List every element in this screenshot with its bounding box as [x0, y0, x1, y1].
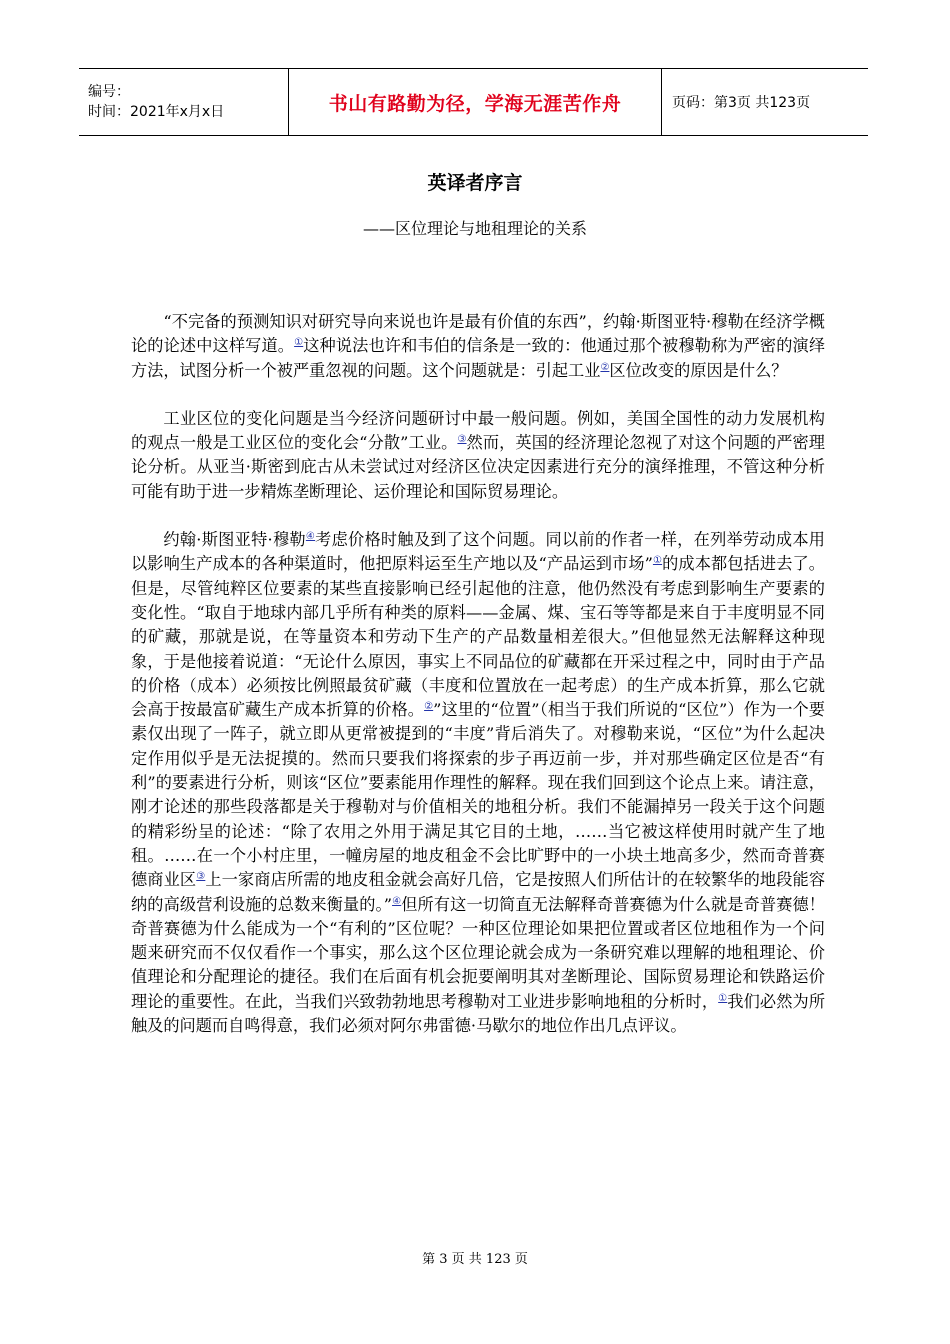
footnote-ref[interactable]: ①	[652, 555, 663, 567]
paragraph-2	[131, 407, 825, 504]
document-number-label: 编号：	[88, 84, 130, 100]
document-title: 英译者序言	[427, 172, 523, 194]
footnote-ref[interactable]: ③	[457, 434, 467, 446]
footnote-ref[interactable]: ②	[600, 361, 610, 373]
document-body	[131, 310, 825, 1038]
paragraph-1	[131, 310, 825, 383]
paragraph-text: ”这里的“位置”（相当于我们所说的“区位”）作为一个要素仅出现了一阵子，就立即从更常被提到的“丰度”背后消失了。对穆勒来说，“区位”为什么起决定作用似乎是无法捉摸的。然而只要我们将探索的步子再迈前一步，并对那些确定区位是否“有利”的要素进行分析，则该“区位”要素能用作理性的解释。现在我们回到这个论点上来。请注意，刚才论述的那些段落都是关于穆勒对与价值相关的地租分析。我们不能漏掉另一段关于这个问题的精彩纷呈的论述：“除了农用之外用于满足其它目的土地，……当它被这样使用时就产生了地租。……在一个小村庄里，一幢房屋的地皮租金不会比旷野中的一小块土地高多少，然而奇普赛德商业区	[131, 700, 825, 890]
paragraph-text: 考虑价格时触及到了这个问题。同以前的作者一样，在列举劳动成本用以影响生产成本的各种渠道时，他把原料运至生产地以及“产品运到市场”	[131, 530, 825, 574]
footnote-ref[interactable]: ①	[294, 337, 304, 349]
document-subtitle: ——区位理论与地租理论的关系	[362, 219, 587, 238]
page-footer: 第 3 页 共 123 页	[422, 1252, 528, 1267]
paragraph-text: 区位改变的原因是什么？	[609, 360, 788, 380]
header-meta-cell	[79, 69, 289, 136]
paragraph-text: 上一家商店所需的地皮租金就会高好几倍，它是按照人们所估计的在较繁华的地段能容纳的高级营利设施的总数来衡量的。”	[131, 870, 826, 914]
paragraph-text: 工业区位的变化问题是当今经济问题研讨中最一般问题。例如，美国全国性的动力发展机构的观点一般是工业区位的变化会“分散”工业。	[131, 408, 825, 453]
paragraph-text: 但所有这一切简直无法解释奇普赛德为什么就是奇普赛德！奇普赛德为什么能成为一个“有利的”区位呢？一种区位理论如果把位置或者区位地租作为一个问题来研究而不仅仅看作一个事实，那么这个区位理论就会成为一条研究难以理解的地租理论、价值理论和分配理论的捷径。我们在后面有机会扼要阐明其对垄断理论、国际贸易理论和铁路运价理论的重要性。在此，当我们兴致勃勃地思考穆勒对工业进步影响地租的分析时，	[131, 894, 825, 1011]
paragraph-text: 我们必然为所触及的问题而自鸣得意，我们必须对阿尔弗雷德·马歇尔的地位作出几点评议。	[131, 991, 826, 1036]
footnote-ref[interactable]: ④	[305, 531, 316, 543]
footnote-ref[interactable]: ④	[392, 895, 402, 907]
footnote-ref[interactable]: ③	[196, 871, 206, 883]
page-header	[79, 68, 868, 136]
paragraph-3	[131, 528, 825, 1038]
header-page-info: 页码：第3页 共123页	[662, 69, 869, 136]
paragraph-text: 这种说法也许和韦伯的信条是一致的：他通过那个被穆勒称为严密的演绎方法，试图分析一个被严重忽视的问题。这个问题就是：引起工业	[131, 336, 826, 380]
header-motto: 书山有路勤为径，学海无涯苦作舟	[289, 69, 662, 136]
paragraph-text: 约翰·斯图亚特·穆勒	[163, 530, 306, 550]
footnote-ref[interactable]: ②	[424, 701, 434, 713]
paragraph-text: 的成本都包括进去了。但是，尽管纯粹区位要素的某些直接影响已经引起他的注意，他仍然没有考虑到影响生产要素的变化性。“取自于地球内部几乎所有种类的原料——金属、煤、宝石等等都是来自于丰度明显不同的矿藏，那就是说，在等量资本和劳动下生产的产品数量相差很大。”但他显然无法解释这种现象，于是他接着说道：“无论什么原因，事实上不同品位的矿藏都在开采过程之中，同时由于产品的价格（成本）必须按比例照最贫矿藏（丰度和位置放在一起考虑）的生产成本折算，那么它就会高于按最富矿藏生产成本折算的价格。	[131, 554, 825, 720]
document-time-label: 时间：2021年x月x日	[88, 104, 225, 120]
footnote-ref[interactable]: ①	[718, 992, 728, 1004]
paragraph-text: “不完备的预测知识对研究导向来说也许是最有价值的东西”，约翰·斯图亚特·穆勒在经济学概论的论述中这样写道。	[131, 312, 825, 356]
paragraph-text: 然而，英国的经济理论忽视了对这个问题的严密理论分析。从亚当·斯密到庇古从未尝试过对经济区位决定因素进行充分的演绎推理，不管这种分析可能有助于进一步精炼垄断理论、运价理论和国际贸易理论。	[131, 433, 825, 501]
